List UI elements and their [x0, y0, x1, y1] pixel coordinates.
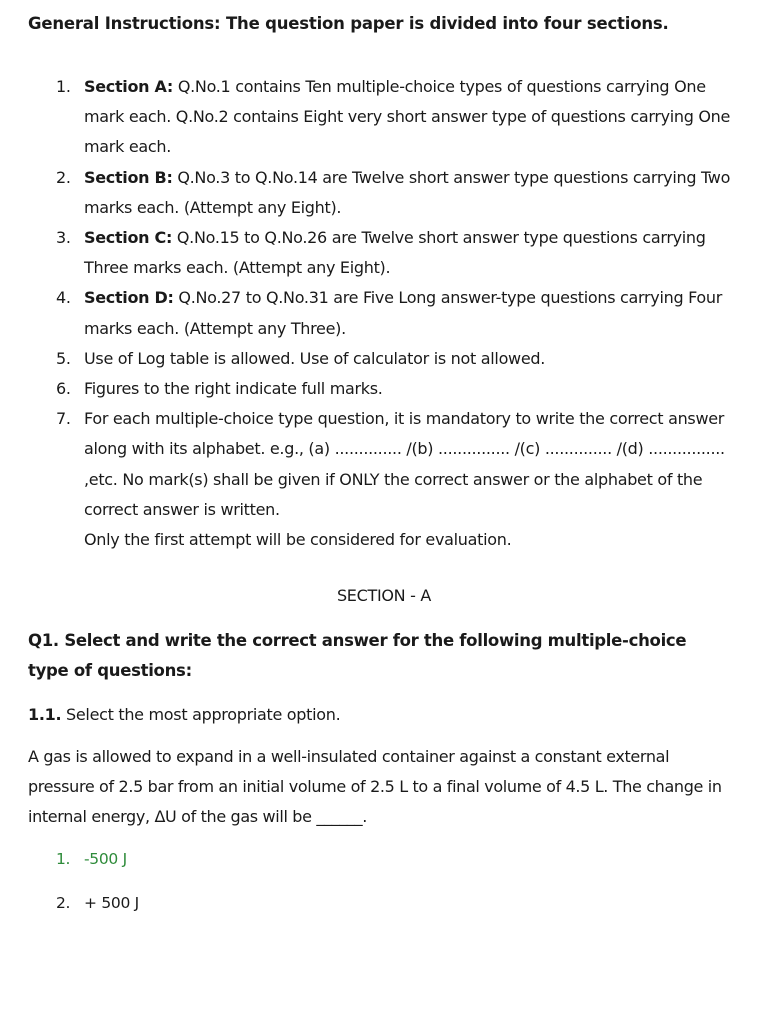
instruction-number: 3. [56, 228, 71, 248]
question-body-text: A gas is allowed to expand in a well-insulated container against a constant external pressure of 2.5 bar from an initial volume of 2.5 L to a final volume of 4.5 L. The change in internal energy, ΔU of the gas will be ______. [28, 747, 722, 827]
instruction-number: 5. [56, 348, 71, 368]
instruction-body [84, 283, 736, 343]
instruction-body [84, 404, 736, 555]
instruction-item [56, 404, 736, 555]
instruction-item [56, 283, 736, 343]
option-number: 2. [56, 894, 71, 912]
option-number: 1. [56, 850, 71, 868]
instruction-section-title: Section C: [84, 228, 173, 248]
instruction-text: For each multiple-choice type question, it is mandatory to write the correct answer along with its alphabet. e.g., (a) .............. /(b) ............... /(c) .............. /(d) ................ ,etc. No mark(s) shall be given if ONLY the correct answer or the alphabet of the correct answer is written. [84, 409, 725, 519]
question-1-heading: Q1. Select and write the correct answer for the following multiple-choice type of questions: [28, 631, 687, 680]
instruction-text: Q.No.15 to Q.No.26 are Twelve short answer type questions carrying Three marks each. (Attempt any Eight). [84, 228, 706, 278]
instruction-number: 1. [56, 77, 71, 96]
instruction-body [84, 163, 736, 223]
instruction-text: Use of Log table is allowed. Use of calculator is not allowed. [84, 348, 546, 368]
instruction-section-title: Section B: [84, 167, 173, 187]
question-1-1-number: 1.1. [28, 705, 62, 724]
answer-option[interactable] [56, 846, 139, 873]
instruction-body [84, 72, 736, 163]
instruction-section-title: Section A: [84, 77, 174, 96]
instruction-text: Q.No.27 to Q.No.31 are Five Long answer-type questions carrying Four marks each. (Attempt any Three). [84, 288, 723, 338]
instruction-text: Figures to the right indicate full marks. [84, 379, 383, 399]
instruction-section-title: Section D: [84, 288, 174, 308]
general-instructions-heading: General Instructions: The question paper is divided into four sections. [28, 14, 669, 33]
question-1-1-text: Select the most appropriate option. [61, 705, 341, 724]
instruction-number: 2. [56, 167, 71, 187]
instruction-body [84, 223, 736, 283]
instructions-list [56, 72, 736, 555]
instruction-item [56, 163, 736, 223]
instruction-item [56, 344, 736, 374]
instruction-text: Q.No.1 contains Ten multiple-choice types of questions carrying One mark each. Q.No.2 contains Eight very short answer type of questions carrying One mark each. [84, 77, 731, 157]
option-text: + 500 J [84, 894, 139, 912]
answer-option[interactable] [56, 890, 139, 917]
instruction-item [56, 223, 736, 283]
question-1-1-prompt [28, 702, 728, 728]
instruction-number: 6. [56, 379, 71, 399]
answer-options-list [56, 846, 139, 934]
instruction-number: 7. [56, 409, 71, 429]
option-text: -500 J [84, 850, 127, 868]
instruction-number: 4. [56, 288, 71, 308]
instruction-item [56, 374, 736, 404]
instruction-item [56, 72, 736, 163]
instruction-body [84, 344, 736, 374]
instruction-extra-note: Only the first attempt will be considered for evaluation. [84, 530, 512, 550]
instruction-text: Q.No.3 to Q.No.14 are Twelve short answer type questions carrying Two marks each. (Attempt any Eight). [84, 167, 731, 217]
section-heading: SECTION - A [336, 586, 432, 605]
instruction-body [84, 374, 736, 404]
